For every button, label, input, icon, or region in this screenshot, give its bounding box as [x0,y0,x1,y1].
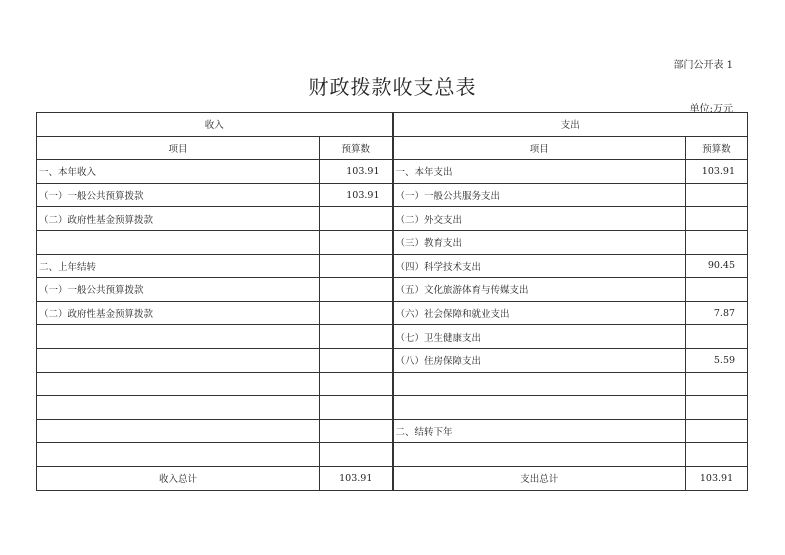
expense-item-cell: （六）社会保障和就业支出 [393,301,686,325]
income-item-cell [37,325,320,349]
expense-amount-cell: 7.87 [686,301,748,325]
income-item-header: 项目 [37,136,320,160]
expense-amount-cell [686,372,748,396]
income-total-label: 收入总计 [37,466,320,490]
expense-total-amount: 103.91 [686,466,748,490]
expense-amount-cell [686,443,748,467]
table-row [37,396,748,420]
table-row [37,372,748,396]
page-title: 财政拨款收支总表 [308,75,477,99]
budget-table [36,112,748,491]
expense-amount-cell [686,230,748,254]
expense-amount-cell [686,396,748,420]
expense-amount-cell: 103.91 [686,160,748,184]
income-amount-cell [320,443,393,467]
totals-row [37,466,748,490]
income-item-cell [37,443,320,467]
expense-item-cell: （四）科学技术支出 [393,254,686,278]
income-amount-cell [320,301,393,325]
income-item-cell [37,348,320,372]
income-amount-cell [320,254,393,278]
expense-item-cell [393,443,686,467]
income-total-amount: 103.91 [320,466,393,490]
table-row [37,278,748,302]
income-amount-cell [320,207,393,231]
income-item-cell [37,419,320,443]
income-amount-cell [320,325,393,349]
table-row [37,160,748,184]
expense-amount-cell [686,278,748,302]
table-row [37,348,748,372]
income-item-cell: 二、上年结转 [37,254,320,278]
table-row [37,443,748,467]
column-header-row [37,136,748,160]
expense-item-cell: 二、结转下年 [393,419,686,443]
expense-total-label: 支出总计 [393,466,686,490]
unit-label: 单位:万元 [689,104,733,115]
expense-amount-cell [686,419,748,443]
income-item-cell [37,396,320,420]
table-row [37,183,748,207]
expense-item-cell: （五）文化旅游体育与传媒支出 [393,278,686,302]
table-row [37,230,748,254]
table-row [37,419,748,443]
expense-item-cell [393,372,686,396]
income-amount-cell [320,372,393,396]
expense-item-cell: （三）教育支出 [393,230,686,254]
table-row [37,207,748,231]
expense-amount-cell [686,325,748,349]
income-header: 收入 [37,113,393,137]
expense-amount-cell [686,207,748,231]
expense-amount-header: 预算数 [686,136,748,160]
income-amount-cell [320,396,393,420]
income-item-cell [37,230,320,254]
expense-item-cell [393,396,686,420]
expense-amount-cell: 90.45 [686,254,748,278]
income-item-cell: 一、本年收入 [37,160,320,184]
expense-item-cell: （七）卫生健康支出 [393,325,686,349]
expense-amount-cell [686,183,748,207]
income-amount-cell [320,348,393,372]
income-item-cell: （一）一般公共预算拨款 [37,278,320,302]
income-amount-cell [320,419,393,443]
income-amount-header: 预算数 [320,136,393,160]
income-amount-cell [320,278,393,302]
expense-item-cell: （八）住房保障支出 [393,348,686,372]
income-item-cell: （二）政府性基金预算拨款 [37,207,320,231]
income-amount-cell: 103.91 [320,183,393,207]
section-header-row [37,113,748,137]
income-item-cell [37,372,320,396]
table-row [37,325,748,349]
income-item-cell: （二）政府性基金预算拨款 [37,301,320,325]
table-row [37,301,748,325]
expense-amount-cell: 5.59 [686,348,748,372]
expense-header: 支出 [393,113,748,137]
income-amount-cell [320,230,393,254]
expense-item-cell: （二）外交支出 [393,207,686,231]
sheet-label: 部门公开表 1 [673,60,733,71]
income-item-cell: （一）一般公共预算拨款 [37,183,320,207]
expense-item-cell: （一）一般公共服务支出 [393,183,686,207]
table-row [37,254,748,278]
income-amount-cell: 103.91 [320,160,393,184]
expense-item-header: 项目 [393,136,686,160]
expense-item-cell: 一、本年支出 [393,160,686,184]
